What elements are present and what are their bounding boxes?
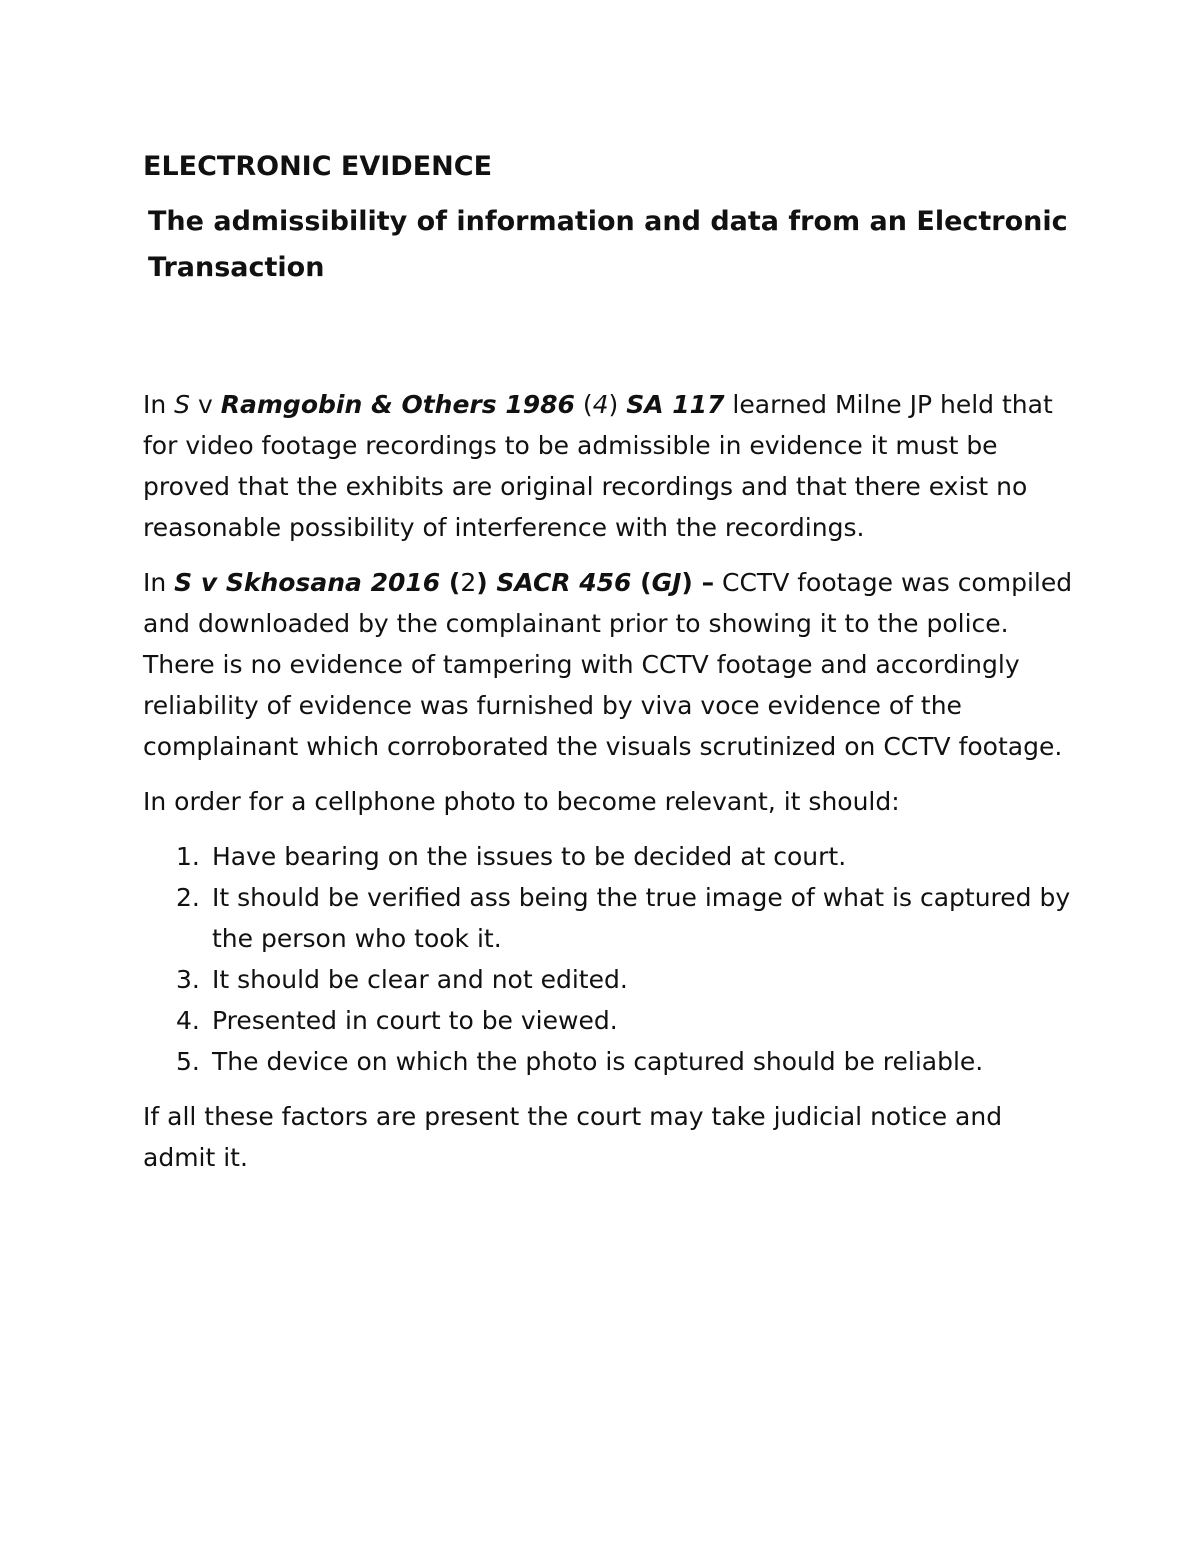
document-title: ELECTRONIC EVIDENCE [143, 151, 493, 182]
para1-citation: SA 117 [626, 390, 725, 419]
para2-court: GJ [651, 568, 682, 597]
para2-volume: 2 [460, 568, 477, 597]
list-item [143, 1000, 1073, 1041]
para1-case-party-s: S [174, 390, 191, 419]
para1-paren-open: ( [574, 390, 593, 419]
para2-paren-open-2: ( [631, 568, 652, 597]
paragraph-skhosana [143, 562, 1073, 767]
para2-dash: – [701, 568, 715, 597]
list-item-number: 4. [176, 1006, 200, 1035]
list-item-number: 5. [176, 1047, 200, 1076]
para1-body: learned Milne JP held that for video footage recordings to be admissible in evidence it must be proved that the exhibits are original recordings and that there exist no reasonable possibility of interference with the recordings. [143, 390, 1053, 542]
para1-text-v: v [190, 390, 221, 419]
para1-paren-close: ) [608, 390, 627, 419]
list-item-text: It should be clear and not edited. [212, 965, 628, 994]
document-subtitle: The admissibility of information and data from an Electronic Transaction [148, 206, 1068, 283]
list-item [143, 1041, 1073, 1082]
list-item-text: The device on which the photo is captured should be reliable. [212, 1047, 984, 1076]
paragraph-conclusion: If all these factors are present the court may take judicial notice and admit it. [143, 1102, 1003, 1172]
para2-text-1: In [143, 568, 175, 597]
list-item-number: 3. [176, 965, 200, 994]
para2-paren-open: ( [440, 568, 461, 597]
list-item [143, 836, 1073, 877]
para1-text-1: In [143, 390, 175, 419]
list-item-text: Have bearing on the issues to be decided at court. [212, 842, 847, 871]
list-item-text: Presented in court to be viewed. [212, 1006, 618, 1035]
para2-citation: SACR 456 [496, 568, 632, 597]
paragraph-ramgobin [143, 384, 1073, 548]
list-item [143, 959, 1073, 1000]
relevance-factors-list [143, 836, 1073, 1082]
paragraph-cellphone-intro: In order for a cellphone photo to become relevant, it should: [143, 787, 900, 816]
para2-paren-close: ) [476, 568, 497, 597]
list-item [143, 877, 1073, 959]
para1-case-name: Ramgobin & Others 1986 [220, 390, 575, 419]
document-body [143, 146, 1073, 1192]
list-item-number: 2. [176, 883, 200, 912]
list-item-text: It should be verified ass being the true image of what is captured by the person who took it. [212, 883, 1071, 953]
para1-volume: 4 [592, 390, 609, 419]
para2-case-name: S v Skhosana 2016 [174, 568, 441, 597]
list-item-number: 1. [176, 842, 200, 871]
para2-paren-close-2: ) [681, 568, 702, 597]
para2-body: CCTV footage was compiled and downloaded by the complainant prior to showing it to the police. There is no evidence of tampering with CCTV footage and accordingly reliability of evidence was furnished by viva voce evidence of the complainant which corroborated the visuals scrutinized on CCTV footage. [143, 568, 1073, 761]
